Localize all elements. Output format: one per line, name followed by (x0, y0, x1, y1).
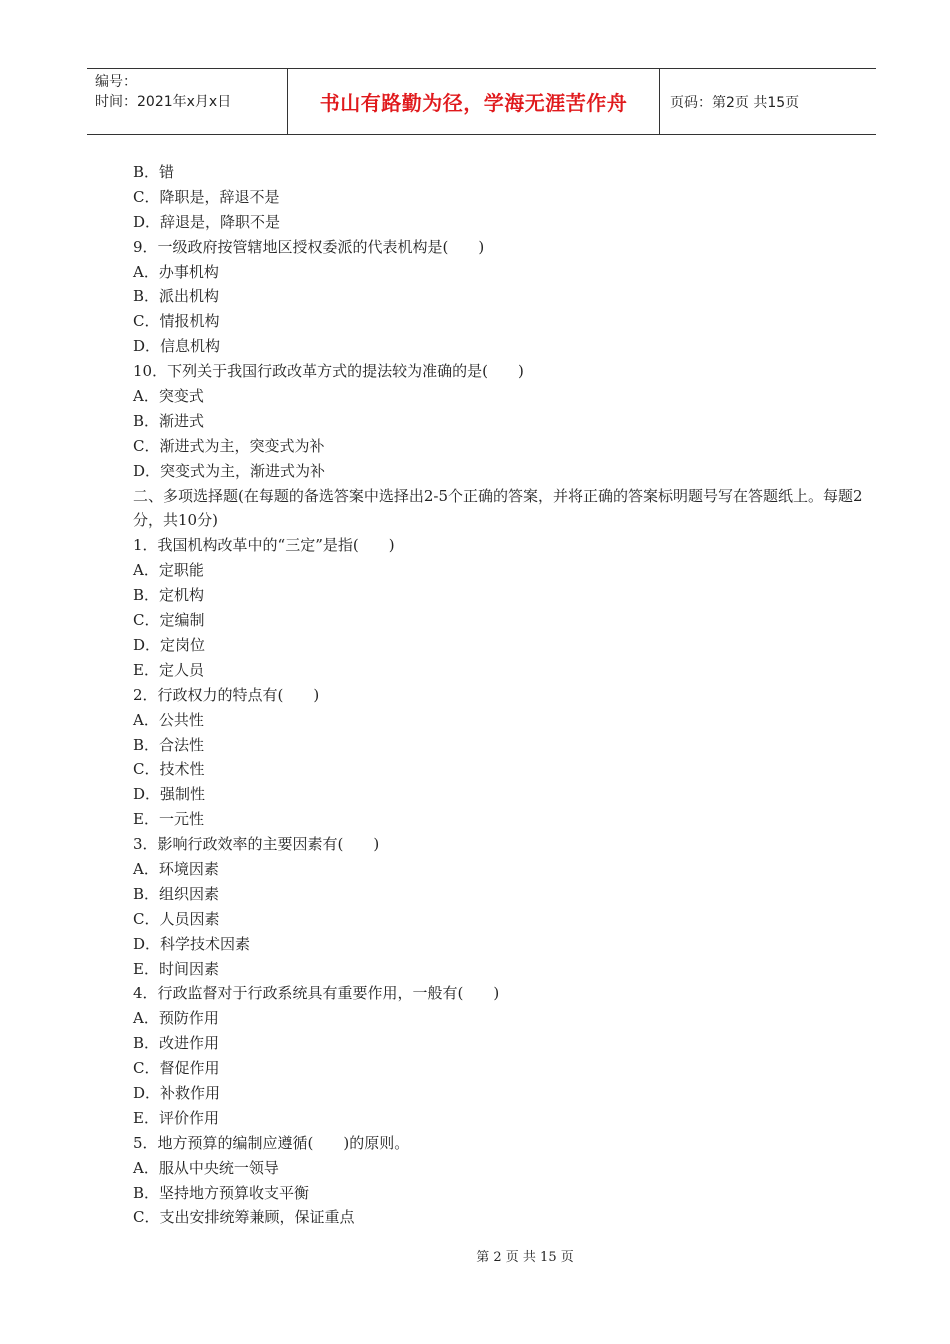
text-line: 10．下列关于我国行政改革方式的提法较为准确的是( ) (133, 362, 524, 381)
text-line: B．派出机构 (133, 287, 220, 306)
header-motto: 书山有路勤为径，学海无涯苦作舟 (287, 69, 660, 134)
text-line: C．定编制 (133, 611, 205, 630)
header-page-label: 页码：第2页 共15页 (670, 94, 800, 111)
text-line: D．辞退是，降职不是 (133, 212, 281, 231)
text-line: C．情报机构 (133, 312, 220, 331)
text-line: D．突变式为主，渐进式为补 (133, 461, 326, 480)
text-line: 9．一级政府按管辖地区授权委派的代表机构是( ) (133, 237, 485, 256)
text-line: D．强制性 (133, 785, 206, 804)
text-line: C．渐进式为主，突变式为补 (133, 436, 325, 455)
header-meta (87, 69, 287, 134)
document-body (133, 160, 868, 1230)
text-line: 3．影响行政效率的主要因素有( ) (133, 835, 380, 854)
text-line: C．人员因素 (133, 909, 220, 928)
text-line: E．时间因素 (133, 959, 219, 978)
document-number-label: 编号： (95, 74, 137, 90)
text-line: D．信息机构 (133, 337, 221, 356)
text-line: C．支出安排统筹兼顾，保证重点 (133, 1208, 355, 1227)
text-line: 5．地方预算的编制应遵循( )的原则。 (133, 1133, 410, 1152)
document-time-label: 时间：2021年x月x日 (95, 94, 232, 110)
text-line: D．科学技术因素 (133, 934, 251, 953)
text-line: A．公共性 (133, 710, 204, 729)
text-line: D．定岗位 (133, 635, 206, 654)
text-line: A．突变式 (133, 387, 204, 406)
text-line: B．改进作用 (133, 1034, 220, 1053)
text-line: C．降职是，辞退不是 (133, 187, 280, 206)
text-line: B．合法性 (133, 735, 205, 754)
text-line: B．错 (133, 163, 175, 181)
page-header (87, 68, 876, 135)
text-line: B．坚持地方预算收支平衡 (133, 1183, 310, 1202)
text-line: 2．行政权力的特点有( ) (133, 685, 320, 704)
text-line: B．渐进式 (133, 411, 205, 430)
text-line: A．服从中央统一领导 (133, 1158, 279, 1177)
text-line: B．定机构 (133, 586, 205, 605)
text-line: C．督促作用 (133, 1059, 220, 1078)
text-line: A．办事机构 (133, 262, 219, 281)
text-line: D．补救作用 (133, 1083, 221, 1102)
section-heading: 二、多项选择题(在每题的备选答案中选择出2-5个正确的答案，并将正确的答案标明题号写在答题纸上。每题2分，共10分) (133, 486, 863, 530)
text-line: C．技术性 (133, 760, 205, 779)
page-footer: 第 2 页 共 15 页 (476, 1250, 574, 1265)
text-line: 4．行政监督对于行政系统具有重要作用，一般有( ) (133, 984, 500, 1003)
text-line: B．组织因素 (133, 884, 220, 903)
text-line: A．定职能 (133, 561, 204, 580)
text-line: E．定人员 (133, 660, 204, 679)
text-line: E．评价作用 (133, 1108, 219, 1127)
text-line: E．一元性 (133, 810, 204, 829)
text-line: A．环境因素 (133, 859, 219, 878)
text-line: A．预防作用 (133, 1009, 219, 1028)
text-line: 1．我国机构改革中的“三定”是指( ) (133, 536, 395, 555)
